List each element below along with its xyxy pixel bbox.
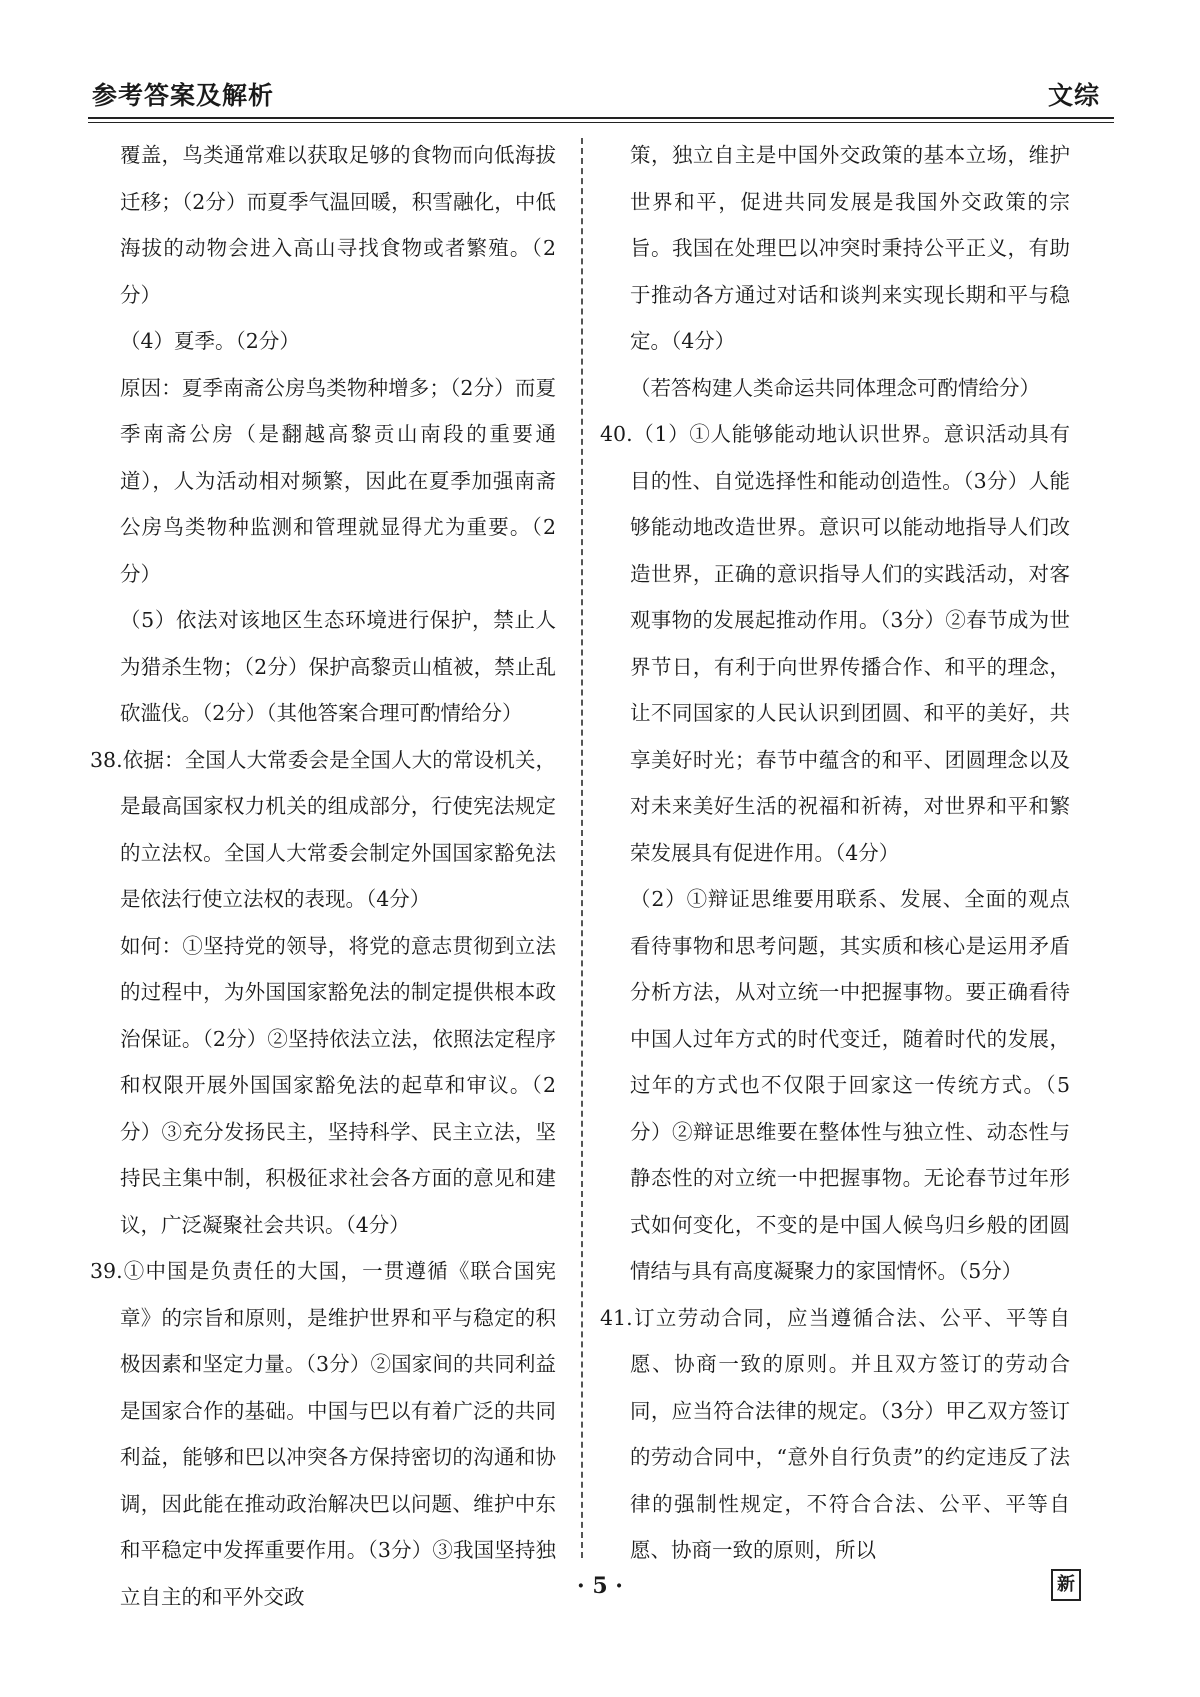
answer-paragraph: 41.订立劳动合同，应当遵循合法、公平、平等自愿、协商一致的原则。并且双方签订的劳动合同，应当符合法律的规定。（3分）甲乙双方签订的劳动合同中，“意外自行负责”的约定违反了法律的强制性规定，不符合合法、公平、平等自愿、协商一致的原则，所以 <box>600 1305 1070 1562</box>
edition-mark: 新 <box>1051 1569 1081 1601</box>
answer-paragraph: （若答构建人类命运共同体理念可酌情给分） <box>630 375 1040 400</box>
answer-paragraph: 覆盖，鸟类通常难以获取足够的食物而向低海拔迁移；（2分）而夏季气温回暖，积雪融化，中低海拔的动物会进入高山寻找食物或者繁殖。（2分） <box>120 143 556 307</box>
answer-paragraph: 38.依据：全国人大常委会是全国人大的常设机关，是最高国家权力机关的组成部分，行使宪法规定的立法权。全国人大常委会制定外国国家豁免法是依法行使立法权的表现。（4分） <box>90 747 556 911</box>
page-number: · 5 · <box>577 1573 623 1599</box>
header-title: 参考答案及解析 <box>92 81 275 110</box>
answer-paragraph: 如何：①坚持党的领导，将党的意志贯彻到立法的过程中，为外国国家豁免法的制定提供根本政治保证。（2分）②坚持依法立法，依照法定程序和权限开展外国国家豁免法的起草和审议。（2分）③充分发扬民主，坚持科学、民主立法，坚持民主集中制，积极征求社会各方面的意见和建议，广泛凝聚社会共识。（4分） <box>120 933 556 1237</box>
answer-paragraph: （4）夏季。（2分） <box>120 329 300 353</box>
right-column <box>600 132 1070 1574</box>
answer-paragraph: 40.（1）①人能够能动地认识世界。意识活动具有目的性、自觉选择性和能动创造性。（3分）人能够能动地改造世界。意识可以能动地指导人们改造世界，正确的意识指导人们的实践活动，对客观事物的发展起推动作用。（3分）②春节成为世界节日，有利于向世界传播合作、和平的理念，让不同国家的人民认识到团圆、和平的美好，共享美好时光；春节中蕴含的和平、团圆理念以及对未来美好生活的祝福和祈祷，对世界和平和繁荣发展具有促进作用。（4分） <box>600 422 1070 865</box>
answer-paragraph: 策，独立自主是中国外交政策的基本立场，维护世界和平，促进共同发展是我国外交政策的宗旨。我国在处理巴以冲突时秉持公平正义，有助于推动各方通过对话和谈判来实现长期和平与稳定。（4分） <box>630 143 1070 353</box>
answer-paragraph: 原因：夏季南斋公房鸟类物种增多；（2分）而夏季南斋公房（是翻越高黎贡山南段的重要通道），人为活动相对频繁，因此在夏季加强南斋公房鸟类物种监测和管理就显得尤为重要。（2分） <box>120 375 556 586</box>
answer-paragraph: 39.①中国是负责任的大国，一贯遵循《联合国宪章》的宗旨和原则，是维护世界和平与稳定的积极因素和坚定力量。（3分）②国家间的共同利益是国家合作的基础。中国与巴以有着广泛的共同利益，能够和巴以冲突各方保持密切的沟通和协调，因此能在推动政治解决巴以问题、维护中东和平稳定中发挥重要作用。（3分）③我国坚持独立自主的和平外交政 <box>90 1259 556 1609</box>
header-rule <box>88 117 1114 123</box>
answer-paragraph: （2）①辩证思维要用联系、发展、全面的观点看待事物和思考问题，其实质和核心是运用矛盾分析方法，从对立统一中把握事物。要正确看待中国人过年方式的时代变迁，随着时代的发展，过年的方式也不仅限于回家这一传统方式。（5分）②辩证思维要在整体性与独立性、动态性与静态性的对立统一中把握事物。无论春节过年形式如何变化，不变的是中国人候鸟归乡般的团圆情结与具有高度凝聚力的家国情怀。（5分） <box>630 887 1070 1283</box>
header-subject: 文综 <box>1047 81 1100 110</box>
answer-paragraph: （5）依法对该地区生态环境进行保护，禁止人为猎杀生物；（2分）保护高黎贡山植被，禁止乱砍滥伐。（2分）（其他答案合理可酌情给分） <box>120 608 556 725</box>
left-column <box>90 132 556 1620</box>
column-divider <box>581 138 583 1558</box>
